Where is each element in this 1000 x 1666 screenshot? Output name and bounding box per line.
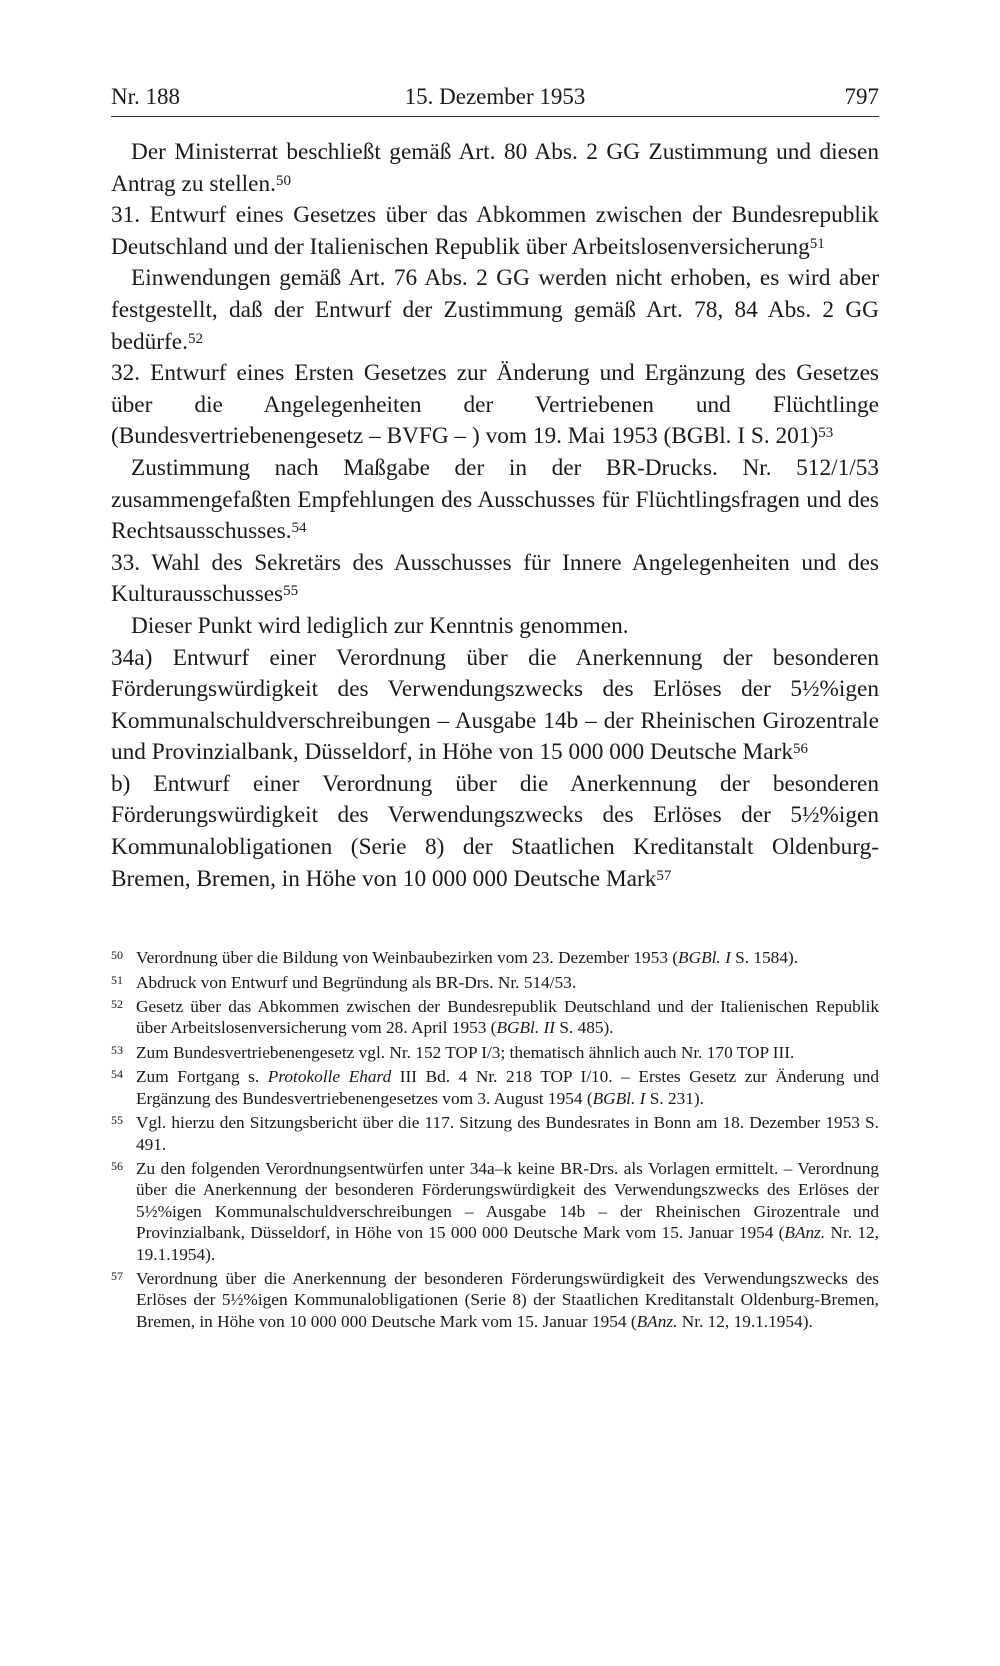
page-number: 797 [844,84,879,109]
footnote-ref[interactable]: 57 [656,867,672,884]
paragraph: Einwendungen gemäß Art. 76 Abs. 2 GG werden nicht erhoben, es wird aber festgestellt, daß der Entwurf der Zustimmung gemäß Art. 78, 84 Abs. 2 GG bedürfe.$^{52}$ [111,265,879,355]
footnote-number: 57 [111,1268,123,1283]
footnote: 50 Verordnung über die Bildung von Weinbaubezirken vom 23. Dezember 1953 (BGBl. I S. 1584). [111,947,879,968]
agenda-item-32: 32. Entwurf eines Ersten Gesetzes zur Änderung und Ergänzung des Gesetzes über die Angelegenheiten der Vertriebenen und Flüchtlinge (Bundesvertriebenengesetz – BVFG – ) vom 19. Mai 1953 (BGBl. I S. 201)$^{53}$ [111,360,879,450]
footnote: 55 Vgl. hierzu den Sitzungsbericht über die 117. Sitzung des Bundesrates in Bonn am 18. Dezember 1953 S. 491. [111,1112,879,1155]
agenda-item-33: 33. Wahl des Sekretärs des Ausschusses für Innere Angelegenheiten und des Kulturausschusses$^{55}$ [111,549,879,608]
footnote-number: 51 [111,972,123,987]
paragraph: Dieser Punkt wird lediglich zur Kenntnis genommen. [131,612,629,639]
document-number: Nr. 188 [111,84,180,109]
paragraph: Zustimmung nach Maßgabe der in der BR-Drucks. Nr. 512/1/53 zusammengefaßten Empfehlungen des Ausschusses für Flüchtlingsfragen und des Rechtsausschusses.$^{54}$ [111,454,879,545]
body-text [111,137,879,895]
footnote-number: 50 [111,948,123,963]
agenda-item-31: 31. Entwurf eines Gesetzes über das Abkommen zwischen der Bundesrepublik Deutschland und der Italienischen Republik über Arbeitslosenversicherung$^{51}$ [111,202,879,260]
footnote: 51 Abdruck von Entwurf und Begründung als BR-Drs. Nr. 514/53. [111,972,879,993]
footnote: 57 Verordnung über die Anerkennung der besonderen Förderungswürdigkeit des Verwendungszwecks des Erlöses der 5½%igen Kommunalobligationen (Serie 8) der Staatlichen Kreditanstalt Oldenburg-Bremen, Bremen, in Höhe von 10 000 000 Deutsche Mark vom 15. Januar 1954 (BAnz. Nr. 12, 19.1.1954). [111,1268,879,1332]
header-date: 15. Dezember 1953 [404,84,586,109]
footnote-ref[interactable]: 50 [275,172,291,189]
document-page [111,82,879,1335]
footnote: 53 Zum Bundesvertriebenengesetz vgl. Nr. 152 TOP I/3; thematisch ähnlich auch Nr. 170 TOP III. [111,1042,879,1063]
footnote: 52 Gesetz über das Abkommen zwischen der Bundesrepublik Deutschland und der Italienischen Republik über Arbeitslosenversicherung vom 28. April 1953 (BGBl. II S. 485). [111,996,879,1039]
footnotes [111,947,879,1332]
agenda-item-34b: b) Entwurf einer Verordnung über die Anerkennung der besonderen Förderungswürdigkeit des Verwendungszwecks des Erlöses der 5½%igen Kommunalobligationen (Serie 8) der Staatlichen Kreditanstalt Oldenburg-Bremen, Bremen, in Höhe von 10 000 000 Deutsche Mark$^{57}$ [111,770,879,892]
agenda-item-34a: 34a) Entwurf einer Verordnung über die Anerkennung der besonderen Förderungswürdigkeit des Verwendungszwecks des Erlöses der 5½%igen Kommunalschuldverschreibungen – Ausgabe 14b – der Rheinischen Girozentrale und Provinzialbank, Düsseldorf, in Höhe von 15 000 000 Deutsche Mark$^{56}$ [111,644,879,766]
running-header [111,82,879,117]
footnote-number: 55 [111,1113,123,1128]
footnote: 54 Zum Fortgang s. Protokolle Ehard III Bd. 4 Nr. 218 TOP I/10. – Erstes Gesetz zur Änderung und Ergänzung des Bundesvertriebenengesetzes vom 3. August 1954 (BGBl. I S. 231). [111,1066,879,1109]
footnote-number: 54 [111,1067,123,1082]
footnote-number: 53 [111,1042,123,1057]
footnote-ref[interactable]: 51 [809,235,825,252]
footnote-ref[interactable]: 56 [792,741,808,758]
footnote-number: 52 [111,997,123,1012]
footnote-ref[interactable]: 52 [187,330,203,347]
footnote-ref[interactable]: 53 [818,425,834,442]
footnote-ref[interactable]: 55 [283,583,299,600]
paragraph: Der Ministerrat beschließt gemäß Art. 80 Abs. 2 GG Zustimmung und diesen Antrag zu stellen.$^{50}$ [111,139,879,197]
footnote-number: 56 [111,1158,123,1173]
footnote: 56 Zu den folgenden Verordnungsentwürfen unter 34a–k keine BR-Drs. als Vorlagen ermittelt. – Verordnung über die Anerkennung der besonderen Förderungswürdigkeit des Verwendungszwecks des Erlöses der 5½%igen Kommunalschuldverschreibungen – Ausgabe 14b – der Rheinischen Girozentrale und Provinzialbank, Düsseldorf, in Höhe von 15 000 000 Deutsche Mark vom 15. Januar 1954 (BAnz. Nr. 12, 19.1.1954). [111,1158,879,1265]
footnote-ref[interactable]: 54 [291,520,307,537]
